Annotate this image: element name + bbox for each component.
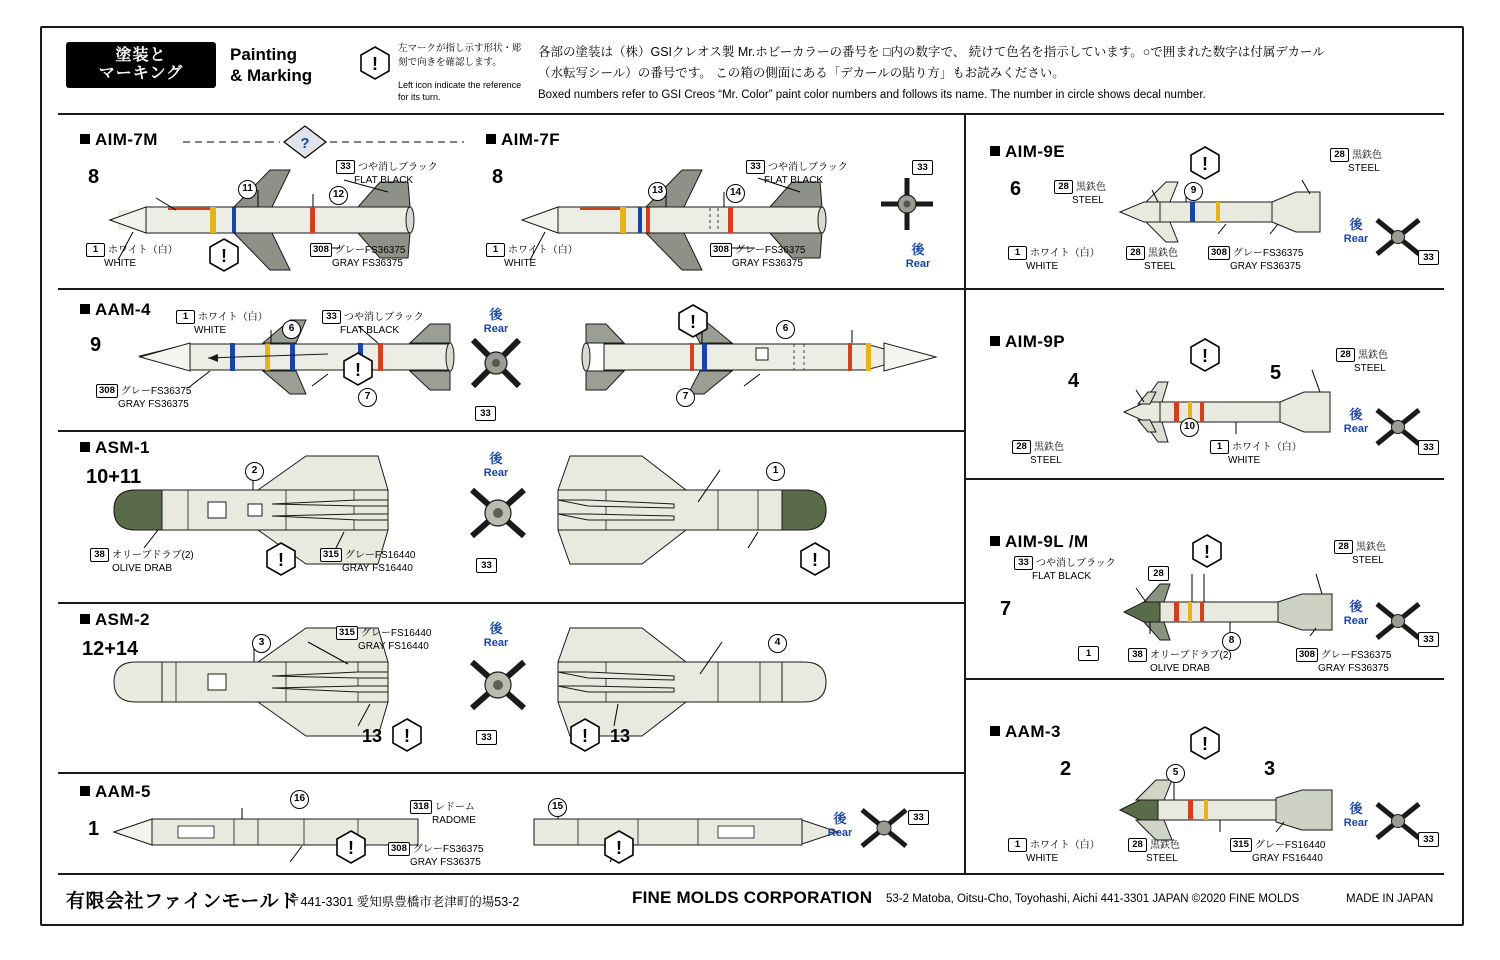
divider-right-2 — [966, 478, 1444, 480]
exclamation-hex-icon-aim9lm — [1192, 534, 1222, 573]
label-gray-aam4: 308 グレーFS36375 GRAY FS36375 — [96, 384, 191, 411]
rear-view-asm2 — [456, 650, 546, 728]
decal-4-asm2: 4 — [768, 634, 787, 653]
rear-view-aam4 — [456, 330, 536, 404]
page-title — [66, 42, 216, 88]
header-main-jp-line2: （水転写シール）の番号です。 この箱の側面にある「デカールの貼り方」もお読みください。 — [538, 65, 1065, 80]
part-number-asm2-13a: 13 — [362, 726, 383, 746]
section-title-aam5: AAM-5 — [80, 782, 151, 802]
decal-11: 11 — [238, 180, 257, 199]
part-number-aim7m: 8 — [88, 166, 100, 188]
rear-box-aim9e: 33 — [1418, 250, 1439, 265]
footer-address-en: 53-2 Matoba, Oitsu-Cho, Toyohashi, Aichi 441-3301 JAPAN ©2020 FINE MOLDS — [886, 893, 1300, 905]
label-gray-aam3: 315 グレーFS16440 GRAY FS16440 — [1230, 838, 1325, 865]
label-gray-aam5: 308 グレーFS36375 GRAY FS36375 — [388, 842, 483, 869]
decal-16-aam5: 16 — [290, 790, 309, 809]
label-white-aam3: 1 ホワイト（白） WHITE — [1008, 838, 1100, 865]
decal-9-aim9e: 9 — [1184, 182, 1203, 201]
part-number-aim7f: 8 — [492, 166, 504, 188]
part-number-asm1: 10+11 — [86, 466, 142, 488]
label-olive-asm1: 38 オリーブドラブ(2) OLIVE DRAB — [90, 548, 194, 575]
label-white-aim9p: 1 ホワイト（白） WHITE — [1210, 440, 1302, 467]
label-steel-aim9e-3: 28 黒鉄色 STEEL — [1126, 246, 1178, 273]
header-note-jp: 左マークが指し示す形状・彫刻で向きを確認します。 — [398, 43, 522, 68]
label-white-box-aim9lm: 1 — [1078, 646, 1099, 661]
label-gray-aim9lm: 308 グレーFS36375 GRAY FS36375 — [1296, 648, 1391, 675]
rear-box-asm2: 33 — [476, 730, 497, 745]
rear-label-aam5: 後 Rear — [827, 811, 853, 839]
exclamation-hex-icon-aam4b — [678, 304, 708, 343]
exclamation-hex-icon-aam3 — [1190, 726, 1220, 765]
header-note-en: Left icon indicate the reference for its turn. — [398, 80, 522, 102]
part-number-asm2-13b: 13 — [610, 726, 631, 746]
title-en-line1: Painting — [230, 45, 298, 64]
label-olive-aim9lm: 38 オリーブドラブ(2) OLIVE DRAB — [1128, 648, 1232, 675]
exclamation-hex-icon-asm2b — [570, 718, 600, 757]
header-main-jp-line1: 各部の塗装は（株）GSIクレオス製 Mr.ホビーカラーの番号を □内の数字で、 続けて色名を指示しています。○で囲まれた数字は付属デカール — [538, 45, 1325, 59]
section-title-aim7f: AIM-7F — [486, 130, 560, 150]
section-title-aim7m: AIM-7M — [80, 130, 158, 150]
label-steel-aam3: 28 黒鉄色 STEEL — [1128, 838, 1180, 865]
svg-text:!: ! — [355, 360, 361, 380]
rear-box-aim9lm: 33 — [1418, 632, 1439, 647]
svg-text:!: ! — [690, 312, 696, 332]
svg-text:!: ! — [404, 726, 410, 746]
rear-view-aim7f — [862, 172, 952, 242]
rear-label-aim9p: 後 Rear — [1343, 407, 1369, 435]
diagram-aam4-reverse — [584, 296, 964, 406]
svg-text:?: ? — [300, 135, 310, 152]
rear-box-aam5: 33 — [908, 810, 929, 825]
rear-box-aim9p: 33 — [1418, 440, 1439, 455]
section-title-aim9p: AIM-9P — [990, 332, 1065, 352]
exclamation-hex-icon-aim7m — [209, 238, 239, 277]
section-title-aam3: AAM-3 — [990, 722, 1061, 742]
exclamation-hex-icon-aam4a — [343, 352, 373, 391]
decal-2-asm1: 2 — [245, 462, 264, 481]
decal-10-aim9p: 10 — [1180, 418, 1199, 437]
label-radome-aam5: 318 レドーム RADOME — [410, 800, 476, 827]
section-title-aim9lm: AIM-9L /M — [990, 532, 1089, 552]
decal-6-aam4: 6 — [282, 320, 301, 339]
label-gray-aim7m: 308 グレーFS36375 GRAY FS36375 — [310, 243, 405, 270]
svg-text:!: ! — [1202, 154, 1208, 174]
svg-text:!: ! — [582, 726, 588, 746]
label-steel-aim9e-2: 28 黒鉄色 STEEL — [1330, 148, 1382, 175]
part-number-aim9p-5: 5 — [1270, 362, 1282, 384]
label-white-aim7f: 1 ホワイト（白） WHITE — [486, 243, 578, 270]
exclamation-hex-icon-aim9e — [1190, 146, 1220, 185]
part-number-aam3-3: 3 — [1264, 758, 1276, 780]
part-number-aam5: 1 — [88, 818, 100, 840]
decal-3-asm2: 3 — [252, 634, 271, 653]
section-title-asm2: ASM-2 — [80, 610, 150, 630]
decal-6-aam4-rev: 6 — [776, 320, 795, 339]
decal-13: 13 — [648, 182, 667, 201]
svg-text:!: ! — [278, 550, 284, 570]
label-flat-black-aam4: 33 つや消しブラック FLAT BLACK — [322, 310, 424, 337]
rear-label-aim9e: 後 Rear — [1343, 217, 1369, 245]
column-divider — [964, 113, 966, 873]
decal-5-aam3: 5 — [1166, 764, 1185, 783]
svg-text:!: ! — [812, 550, 818, 570]
section-title-aim9e: AIM-9E — [990, 142, 1065, 162]
rear-label-asm2: 後 Rear — [483, 621, 509, 649]
part-number-aim9p-4: 4 — [1068, 370, 1080, 392]
footer-made-in: MADE IN JAPAN — [1346, 893, 1434, 905]
label-white-aim9e: 1 ホワイト（白） WHITE — [1008, 246, 1100, 273]
svg-text:!: ! — [1202, 346, 1208, 366]
part-number-asm2: 12+14 — [82, 638, 139, 660]
svg-text:!: ! — [221, 246, 227, 266]
rear-label-aam4: 後 Rear — [483, 307, 509, 335]
page-title-en — [230, 44, 350, 87]
decal-15-aam5: 15 — [548, 798, 567, 817]
svg-text:!: ! — [372, 54, 378, 74]
title-jp-line2: マーキング — [98, 65, 184, 82]
exclamation-hex-icon-asm1a — [266, 542, 296, 581]
rear-box-aim7f: 33 — [912, 160, 933, 175]
exclamation-hex-icon-aam5a — [336, 830, 366, 869]
label-flat-black-aim9lm: 33 つや消しブラック FLAT BLACK — [1014, 556, 1116, 583]
divider-left-1 — [58, 288, 964, 290]
header-main-en: Boxed numbers refer to GSI Creos “Mr. Color” paint color numbers and follows its name. The number in circle shows decal number. — [538, 89, 1206, 101]
decal-1-asm1: 1 — [766, 462, 785, 481]
label-steel-aim9e-1: 28 黒鉄色 STEEL — [1054, 180, 1106, 207]
exclamation-hex-icon-asm2a — [392, 718, 422, 757]
decal-8-aim9lm: 8 — [1222, 632, 1241, 651]
divider-right-3 — [966, 678, 1444, 680]
section-title-aam4: AAM-4 — [80, 300, 151, 320]
label-steel-aim9p-1: 28 黒鉄色 STEEL — [1336, 348, 1388, 375]
label-gray-aim9e: 308 グレーFS36375 GRAY FS36375 — [1208, 246, 1303, 273]
label-flat-black-aim7f: 33 つや消しブラック FLAT BLACK — [746, 160, 848, 187]
divider-right-1 — [966, 288, 1444, 290]
label-gray-asm2: 315 グレーFS16440 GRAY FS16440 — [336, 626, 431, 653]
rear-box-asm1: 33 — [476, 558, 497, 573]
label-steel-box-aim9lm: 28 — [1148, 566, 1169, 581]
svg-text:!: ! — [616, 838, 622, 858]
svg-text:!: ! — [348, 838, 354, 858]
footer-company-en: FINE MOLDS CORPORATION — [632, 888, 873, 907]
svg-text:!: ! — [1202, 734, 1208, 754]
part-number-aim9lm: 7 — [1000, 598, 1012, 620]
rear-view-asm1 — [456, 478, 546, 556]
footer-divider — [58, 873, 1444, 875]
label-gray-aim7f: 308 グレーFS36375 GRAY FS36375 — [710, 243, 805, 270]
divider-left-2 — [58, 430, 964, 432]
title-jp-line1: 塗装と — [115, 46, 167, 64]
rear-label-aim9lm: 後 Rear — [1343, 599, 1369, 627]
label-white-aam4: 1 ホワイト（白） WHITE — [176, 310, 268, 337]
exclamation-hex-icon-aim9p — [1190, 338, 1220, 377]
section-title-asm1: ASM-1 — [80, 438, 150, 458]
label-flat-black-aim7m: 33 つや消しブラック FLAT BLACK — [336, 160, 438, 187]
exclamation-hex-icon-asm1b — [800, 542, 830, 581]
rear-box-aam3: 33 — [1418, 832, 1439, 847]
decal-7-aam4: 7 — [358, 388, 377, 407]
footer-company-jp: 有限会社ファインモールド — [66, 891, 299, 912]
label-steel-aim9p-2: 28 黒鉄色 STEEL — [1012, 440, 1064, 467]
decal-14: 14 — [726, 184, 745, 203]
decal-7-aam4-rev: 7 — [676, 388, 695, 407]
rear-label-aim7f: 後 Rear — [905, 242, 931, 270]
title-en-line2: & Marking — [230, 66, 313, 86]
exclamation-hex-icon-aam5b — [604, 830, 634, 869]
label-steel-aim9lm: 28 黒鉄色 STEEL — [1334, 540, 1386, 567]
rear-label-asm1: 後 Rear — [483, 451, 509, 479]
label-gray-asm1: 315 グレーFS16440 GRAY FS16440 — [320, 548, 415, 575]
header-main-jp — [538, 42, 1448, 83]
divider-left-3 — [58, 602, 964, 604]
label-white-aim7m: 1 ホワイト（白） WHITE — [86, 243, 178, 270]
rear-label-aam3: 後 Rear — [1343, 801, 1369, 829]
part-number-aim9e: 6 — [1010, 178, 1022, 200]
divider-left-4 — [58, 772, 964, 774]
exclamation-hex-icon — [360, 46, 390, 85]
rear-box-aam4: 33 — [475, 406, 496, 421]
part-number-aam3-2: 2 — [1060, 758, 1072, 780]
part-number-aam4: 9 — [90, 334, 102, 356]
svg-text:!: ! — [1204, 542, 1210, 562]
footer-address-jp: 〒441-3301 愛知県豊橋市老津町的場53-2 — [288, 895, 520, 909]
decal-12: 12 — [329, 186, 348, 205]
header-divider — [58, 113, 1444, 115]
